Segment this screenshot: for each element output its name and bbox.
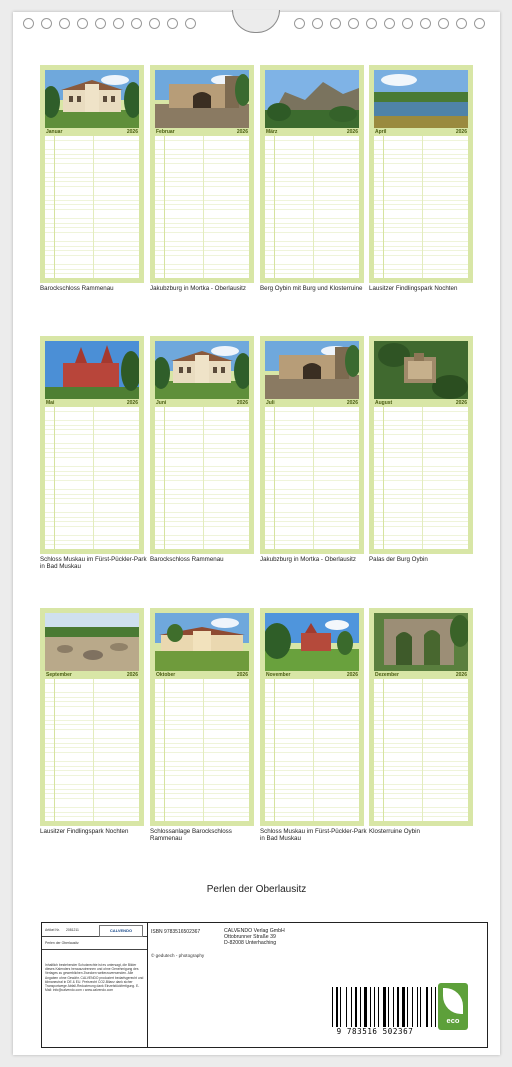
day-grid [155, 407, 249, 549]
publisher-line: D-82008 Unterhaching [224, 940, 277, 947]
binding-hole [41, 18, 52, 29]
photo-caption: Schloss Muskau im Fürst-Pückler-Park in Bad Muskau [260, 828, 367, 842]
calvendo-logo: CALVENDO [99, 925, 143, 937]
photo-caption: Jakubzburg in Mortka - Oberlausitz [260, 556, 356, 563]
month-photo [45, 70, 139, 128]
article-label: Artikel Nr. [45, 928, 60, 932]
photo-caption: Berg Oybin mit Burg und Klosterruine [260, 285, 363, 292]
day-grid [265, 679, 359, 821]
month-year: 2026 [236, 672, 248, 678]
month-photo [155, 341, 249, 399]
photographer-credit: © gedutech - photography [151, 953, 205, 958]
binding-hole [77, 18, 88, 29]
month-year: 2026 [346, 400, 358, 406]
month-card [369, 608, 473, 826]
month-card [40, 336, 144, 554]
binding-hole [23, 18, 34, 29]
binding-hole [312, 18, 323, 29]
month-name: August [375, 400, 393, 406]
publisher-address [224, 928, 285, 947]
binding-hole [348, 18, 359, 29]
month-photo [265, 613, 359, 671]
month-card [260, 608, 364, 826]
month-header [374, 671, 468, 679]
month-card [40, 608, 144, 826]
photo-caption: Lausitzer Findlingspark Nochten [369, 285, 458, 292]
day-grid [374, 407, 468, 549]
month-photo [265, 70, 359, 128]
month-photo [374, 70, 468, 128]
month-header [265, 399, 359, 407]
month-photo [155, 70, 249, 128]
month-year: 2026 [455, 400, 467, 406]
day-grid [45, 136, 139, 278]
binding-hole [402, 18, 413, 29]
month-header [45, 399, 139, 407]
month-card [40, 65, 144, 283]
binding-hole [384, 18, 395, 29]
binding-hole [149, 18, 160, 29]
binding-hole [366, 18, 377, 29]
month-name: Dezember [375, 672, 399, 678]
photo-caption: Barockschloss Rammenau [150, 556, 224, 563]
isbn: ISBN 9783516502367 [151, 929, 201, 935]
photo-caption: Schlossanlage Barockschloss Rammenau [150, 828, 232, 842]
month-name: März [266, 129, 278, 135]
month-photo [155, 613, 249, 671]
product-title: Perlen der Oberlausitz [45, 941, 79, 945]
binding-hole [438, 18, 449, 29]
month-name: Februar [156, 129, 175, 135]
binding-hole [456, 18, 467, 29]
month-year: 2026 [126, 400, 138, 406]
photo-caption: Palas der Burg Oybin [369, 556, 428, 563]
binding-hole [59, 18, 70, 29]
month-year: 2026 [236, 400, 248, 406]
day-grid [265, 136, 359, 278]
article-row [42, 923, 147, 937]
binding-hole [185, 18, 196, 29]
binding-hole [95, 18, 106, 29]
month-card [369, 336, 473, 554]
month-name: September [46, 672, 72, 678]
binding-hole [330, 18, 341, 29]
month-photo [45, 341, 139, 399]
month-photo [374, 341, 468, 399]
month-card [150, 336, 254, 554]
month-card [150, 65, 254, 283]
legal-text: Inhaltlich bestehender Schutzrechte ist es untersagt, die Bilder dieses Kalenders herauszutrennen und ohne Genehmigung des Verlages zu gewerblichen Zwecken weiterzuverwenden. Alle Angaben ohne Gewähr. CALVENDO produziert bedarfsgerecht und klimaneutral in DE & EU. Preisrecht CO2-Bilanz dank sicher Transportwege Abfall-Reduzierung dank Einzelstückfertigung. E-Mail: info@calvendo.com • www.calvendo.com [45, 963, 144, 993]
month-year: 2026 [455, 672, 467, 678]
month-name: November [266, 672, 291, 678]
photo-caption: Schloss Muskau im Fürst-Pückler-Park in Bad Muskau [40, 556, 147, 570]
article-number: 2081211 [66, 928, 79, 932]
month-card [150, 608, 254, 826]
month-year: 2026 [236, 129, 248, 135]
month-card [260, 336, 364, 554]
barcode-number: 9 783516 502367 [336, 1027, 414, 1036]
month-year: 2026 [126, 672, 138, 678]
product-label [41, 922, 488, 1048]
binding-hole [167, 18, 178, 29]
day-grid [265, 407, 359, 549]
month-header [155, 671, 249, 679]
barcode-bars [330, 987, 420, 1027]
month-header [265, 128, 359, 136]
leaf-icon [443, 988, 463, 1014]
month-name: Oktober [156, 672, 176, 678]
eco-label: eco [446, 1016, 460, 1025]
photo-caption: Klosterruine Oybin [369, 828, 420, 835]
photo-caption: Barockschloss Rammenau [40, 285, 114, 292]
day-grid [45, 679, 139, 821]
publisher-line: Ottobrunner Straße 39 [224, 934, 276, 941]
binding-hole [294, 18, 305, 29]
month-year: 2026 [126, 129, 138, 135]
day-grid [155, 679, 249, 821]
day-grid [45, 407, 139, 549]
month-year: 2026 [346, 129, 358, 135]
month-header [155, 128, 249, 136]
publisher-line: CALVENDO Verlag GmbH [224, 928, 285, 934]
month-name: Juni [156, 400, 167, 406]
month-card [260, 65, 364, 283]
binding-hole [474, 18, 485, 29]
month-year: 2026 [346, 672, 358, 678]
month-year: 2026 [455, 129, 467, 135]
photo-caption: Lausitzer Findlingspark Nochten [40, 828, 129, 835]
label-left-panel [42, 923, 148, 1047]
month-header [45, 128, 139, 136]
day-grid [155, 136, 249, 278]
month-header [374, 399, 468, 407]
month-photo [265, 341, 359, 399]
month-name: April [375, 129, 387, 135]
month-name: Januar [46, 129, 63, 135]
photo-caption: Jakubzburg in Mortka - Oberlausitz [150, 285, 246, 292]
month-name: Mai [46, 400, 55, 406]
eco-badge [438, 983, 468, 1030]
binding-hole [420, 18, 431, 29]
month-header [374, 128, 468, 136]
day-grid [374, 679, 468, 821]
month-header [265, 671, 359, 679]
binding-hole [113, 18, 124, 29]
month-header [45, 671, 139, 679]
day-grid [374, 136, 468, 278]
barcode [330, 987, 420, 1037]
product-title-row [42, 936, 147, 950]
month-photo [45, 613, 139, 671]
calendar-sheet [13, 12, 500, 1055]
month-name: Juli [266, 400, 275, 406]
month-card [369, 65, 473, 283]
binding-hole [131, 18, 142, 29]
calendar-title: Perlen der Oberlausitz [206, 884, 307, 895]
month-header [155, 399, 249, 407]
month-photo [374, 613, 468, 671]
